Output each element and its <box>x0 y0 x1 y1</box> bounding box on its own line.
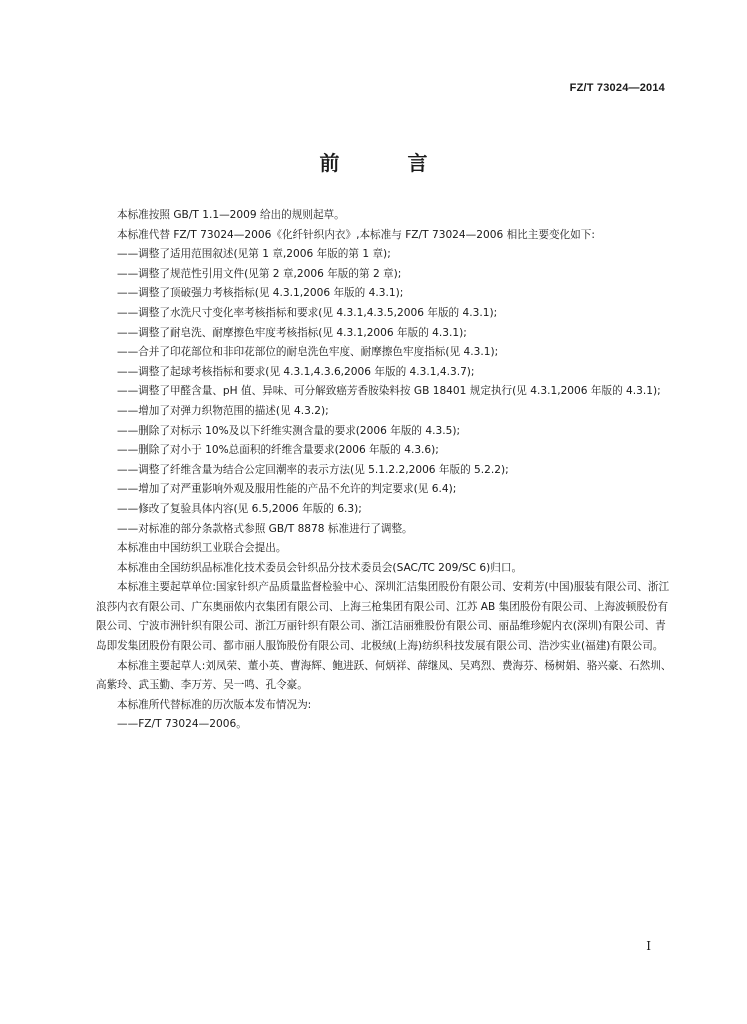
change-item: ——FZ/T 73024—2006。 <box>117 718 247 731</box>
paragraph: 本标准主要起草单位:国家针织产品质量监督检验中心、深圳汇洁集团股份有限公司、安莉芳(中国)服装有限公司、浙江浪莎内衣有限公司、广东奥丽侬内衣集团有限公司、上海三枪集团有限公司、江苏 AB 集团股份有限公司、上海波顿股份有限公司、宁波市洲针织有限公司、浙江万丽针织有限公司、浙江洁丽雅股份有限公司、丽晶维珍妮内衣(深圳)有限公司、青岛即发集团股份有限公司、都市丽人服饰股份有限公司、北极绒(上海)纺织科技发展有限公司、浩沙实业(福建)有限公司。 <box>96 581 670 653</box>
foreword-title <box>0 147 747 176</box>
change-item: ——增加了对弹力织物范围的描述(见 4.3.2); <box>117 404 329 417</box>
change-item: ——调整了顶破强力考核指标(见 4.3.1,2006 年版的 4.3.1); <box>117 287 404 300</box>
change-item: ——删除了对小于 10%总面积的纤维含量要求(2006 年版的 4.3.6); <box>117 444 439 457</box>
change-item: ——增加了对严重影响外观及服用性能的产品不允许的判定要求(见 6.4); <box>117 483 457 496</box>
change-item: ——删除了对标示 10%及以下纤维实测含量的要求(2006 年版的 4.3.5); <box>117 424 461 437</box>
change-item: ——调整了规范性引用文件(见第 2 章,2006 年版的第 2 章); <box>117 267 402 280</box>
change-item: ——调整了起球考核指标和要求(见 4.3.1,4.3.6,2006 年版的 4.3.1,4.3.7); <box>117 365 475 378</box>
paragraph: 本标准代替 FZ/T 73024—2006《化纤针织内衣》,本标准与 FZ/T 73024—2006 相比主要变化如下: <box>117 228 595 241</box>
paragraph: 本标准由中国纺织工业联合会提出。 <box>117 542 287 555</box>
change-item: ——调整了适用范围叙述(见第 1 章,2006 年版的第 1 章); <box>117 248 391 261</box>
paragraph: 本标准按照 GB/T 1.1—2009 给出的规则起草。 <box>117 209 345 221</box>
change-item: ——调整了纤维含量为结合公定回潮率的表示方法(见 5.1.2.2,2006 年版的 5.2.2); <box>117 463 509 476</box>
standard-code: FZ/T 73024—2014 <box>569 82 665 94</box>
foreword-body <box>96 206 676 735</box>
paragraph: 本标准主要起草人:刘凤荣、董小英、曹海辉、鲍进跃、何炳祥、薛继凤、吴鸡烈、费海芬、杨树娟、骆兴豪、石然圳、高紫玲、武玉勤、李万芳、吴一鸣、孔令豪。 <box>96 659 672 692</box>
paragraph: 本标准所代替标准的历次版本发布情况为: <box>117 698 312 711</box>
change-item: ——对标准的部分条款格式参照 GB/T 8878 标准进行了调整。 <box>117 522 413 535</box>
change-item: ——修改了复验具体内容(见 6.5,2006 年版的 6.3); <box>117 502 362 515</box>
change-item: ——合并了印花部位和非印花部位的耐皂洗色牢度、耐摩擦色牢度指标(见 4.3.1); <box>117 346 499 359</box>
foreword-title-text: 前 言 <box>319 151 452 175</box>
change-item: ——调整了甲醛含量、pH 值、异味、可分解致癌芳香胺染料按 GB 18401 规定执行(见 4.3.1,2006 年版的 4.3.1); <box>117 385 661 398</box>
change-item: ——调整了水洗尺寸变化率考核指标和要求(见 4.3.1,4.3.5,2006 年版的 4.3.1); <box>117 306 498 319</box>
change-item: ——调整了耐皂洗、耐摩擦色牢度考核指标(见 4.3.1,2006 年版的 4.3.1); <box>117 326 467 339</box>
paragraph: 本标准由全国纺织品标准化技术委员会针织品分技术委员会(SAC/TC 209/SC 6)归口。 <box>117 561 523 574</box>
page-number: I <box>646 939 651 953</box>
